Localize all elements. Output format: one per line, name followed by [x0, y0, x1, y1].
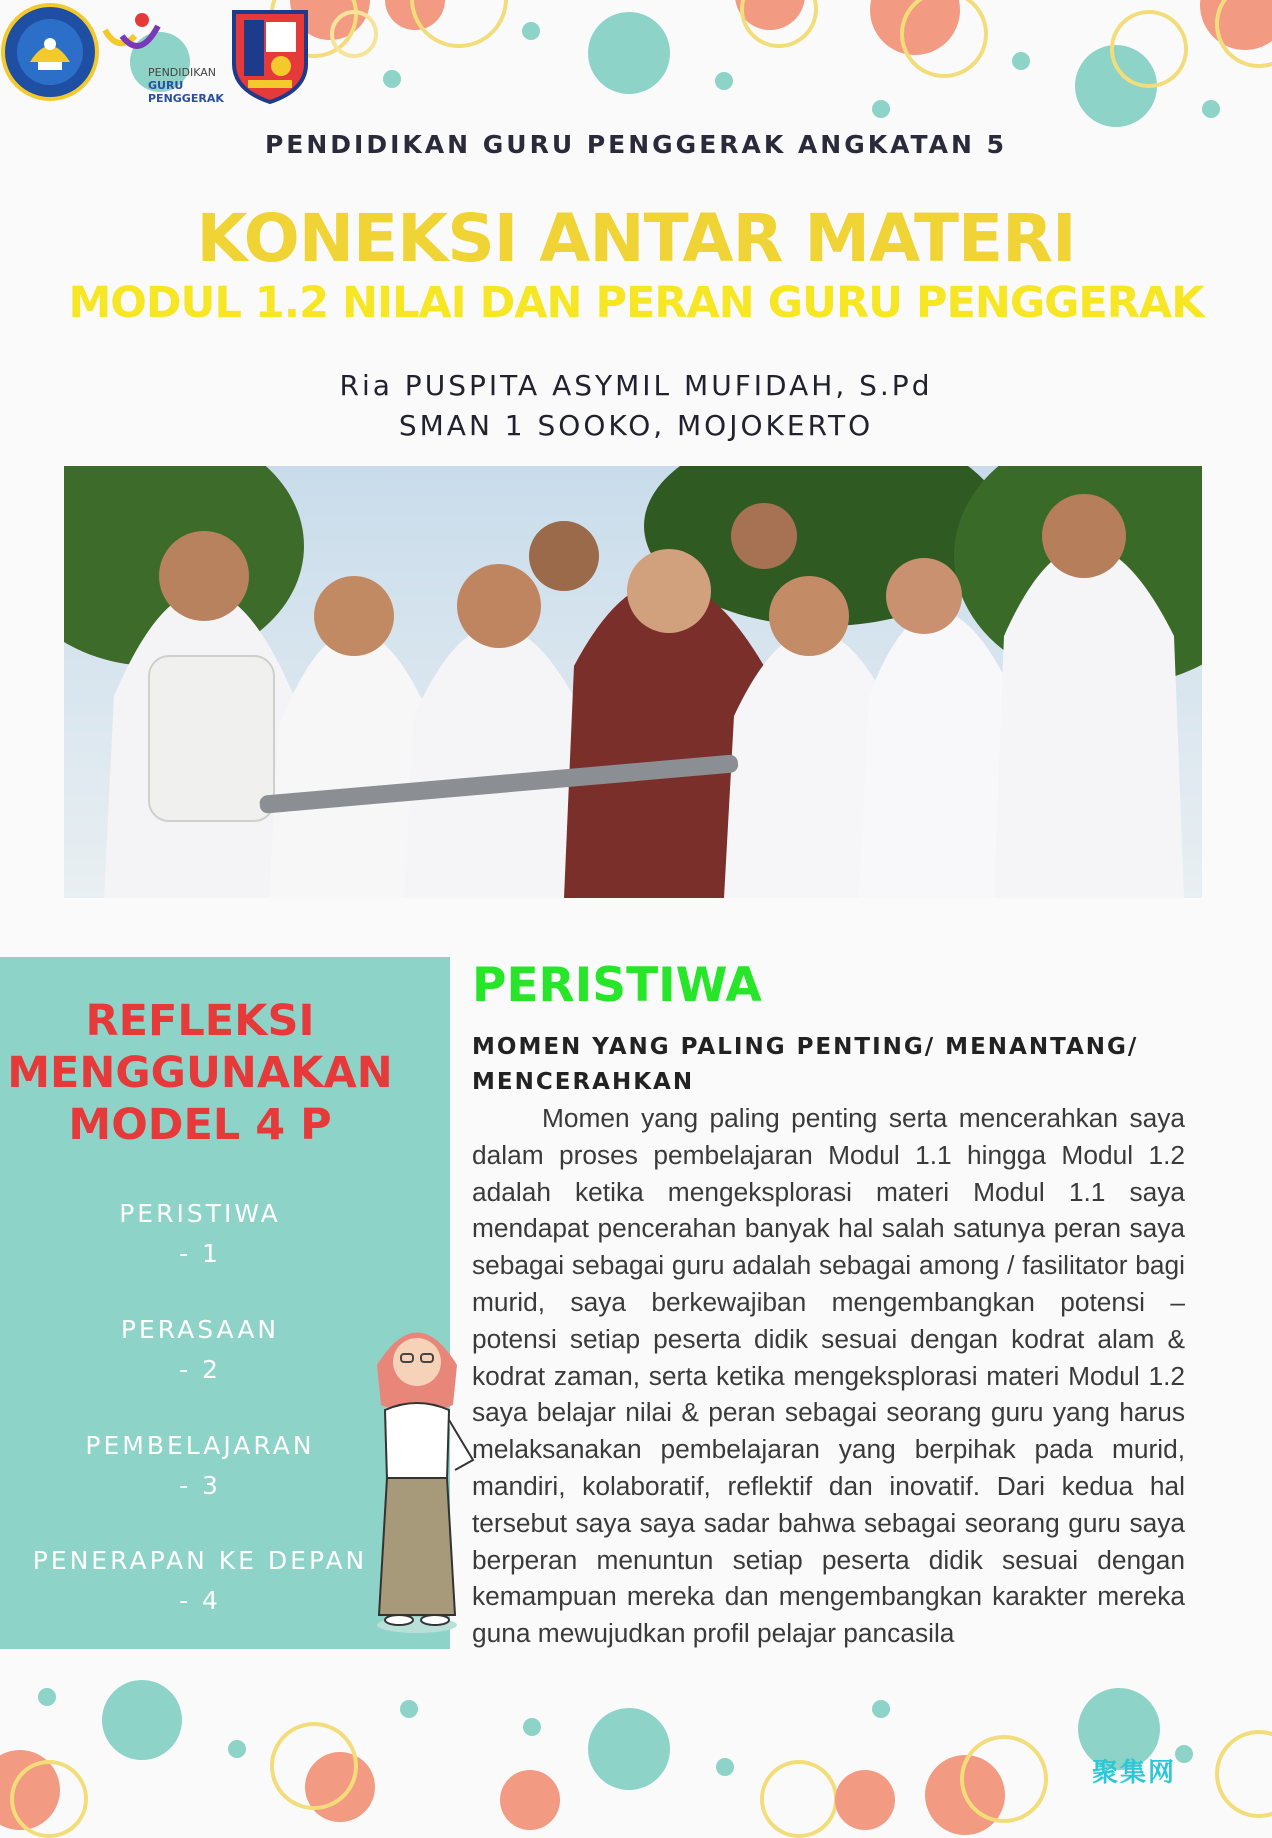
sidebar-title-line: MODEL 4 P [68, 1100, 332, 1150]
group-photo [64, 466, 1202, 898]
teacher-illustration [355, 1310, 480, 1635]
sidebar-title-line: REFLEKSI [85, 996, 315, 1046]
sidebar-item-label: PERISTIWA [119, 1199, 281, 1228]
reflection-body: Momen yang paling penting serta mencerahkan saya dalam proses pembelajaran Modul 1.1 hingga Modul 1.2 adalah ketika mengeksplorasi materi Modul 1.1 saya mendapat pencerahan banyak hal salah satunya peran saya sebagai sebagai guru adalah sebagai among / fasilitator bagi murid, saya berkewajiban mengembangkan potensi – potensi setiap peserta didik sesuai dengan kodrat alam & kodrat zaman, serta ketika mengeksplorasi materi Modul 1.2 saya belajar nilai & peran sebagai seorang guru yang harus melaksanakan pembelajaran yang berpihak pada murid, mandiri, kolaboratif, reflektif dan inovatif. Dari kedua hal tersebut saya saya sadar bahwa sebagai seorang guru saya berperan menuntun setiap peserta didik sesuai dengan kemampuan mereka dan mengembangkan karakter mereka guna mewujudkan profil pelajar pancasila [472, 1103, 1185, 1649]
sidebar-item-penerapan [0, 1541, 400, 1621]
sidebar-item-label: PEMBELAJARAN [85, 1431, 315, 1460]
school-shield-logo [228, 4, 312, 104]
section-subtitle: MOMEN YANG PALING PENTING/ MENANTANG/ MENCERAHKAN [472, 1034, 1139, 1095]
page-subtitle: MODUL 1.2 NILAI DAN PERAN GURU PENGGERAK [68, 278, 1204, 328]
sidebar-item-number: - 3 [179, 1471, 221, 1500]
watermark: 聚集网 [1092, 1758, 1177, 1788]
sidebar-item-number: - 2 [179, 1355, 221, 1384]
logo-text-line: PENDIDIKAN [148, 66, 217, 79]
author-school: SMAN 1 SOOKO, MOJOKERTO [398, 409, 874, 442]
guru-penggerak-logo [100, 8, 230, 108]
sidebar-item-label: PERASAAN [120, 1315, 280, 1344]
sidebar-item-number: - 1 [179, 1239, 221, 1268]
sidebar-item-number: - 4 [179, 1586, 221, 1615]
sidebar-item-pembelajaran [0, 1426, 400, 1506]
author-name: Ria PUSPITA ASYMIL MUFIDAH, S.Pd [339, 369, 933, 402]
sidebar-title-line: MENGGUNAKAN [7, 1048, 393, 1098]
sidebar-item-label: PENERAPAN KE DEPAN [32, 1546, 368, 1575]
author-block [0, 366, 1272, 446]
logo-text-line: PENGGERAK [148, 92, 224, 105]
program-title: PENDIDIKAN GURU PENGGERAK ANGKATAN 5 [264, 130, 1008, 159]
logo-strip [0, 0, 320, 110]
section-title: PERISTIWA [472, 958, 762, 1013]
sidebar-item-peristiwa [0, 1194, 400, 1274]
logo-text-line: GURU [148, 79, 184, 92]
page-title: KONEKSI ANTAR MATERI [196, 200, 1076, 277]
sidebar-title [0, 995, 400, 1151]
tutwuri-logo [0, 0, 100, 104]
sidebar-item-perasaan [0, 1310, 400, 1390]
